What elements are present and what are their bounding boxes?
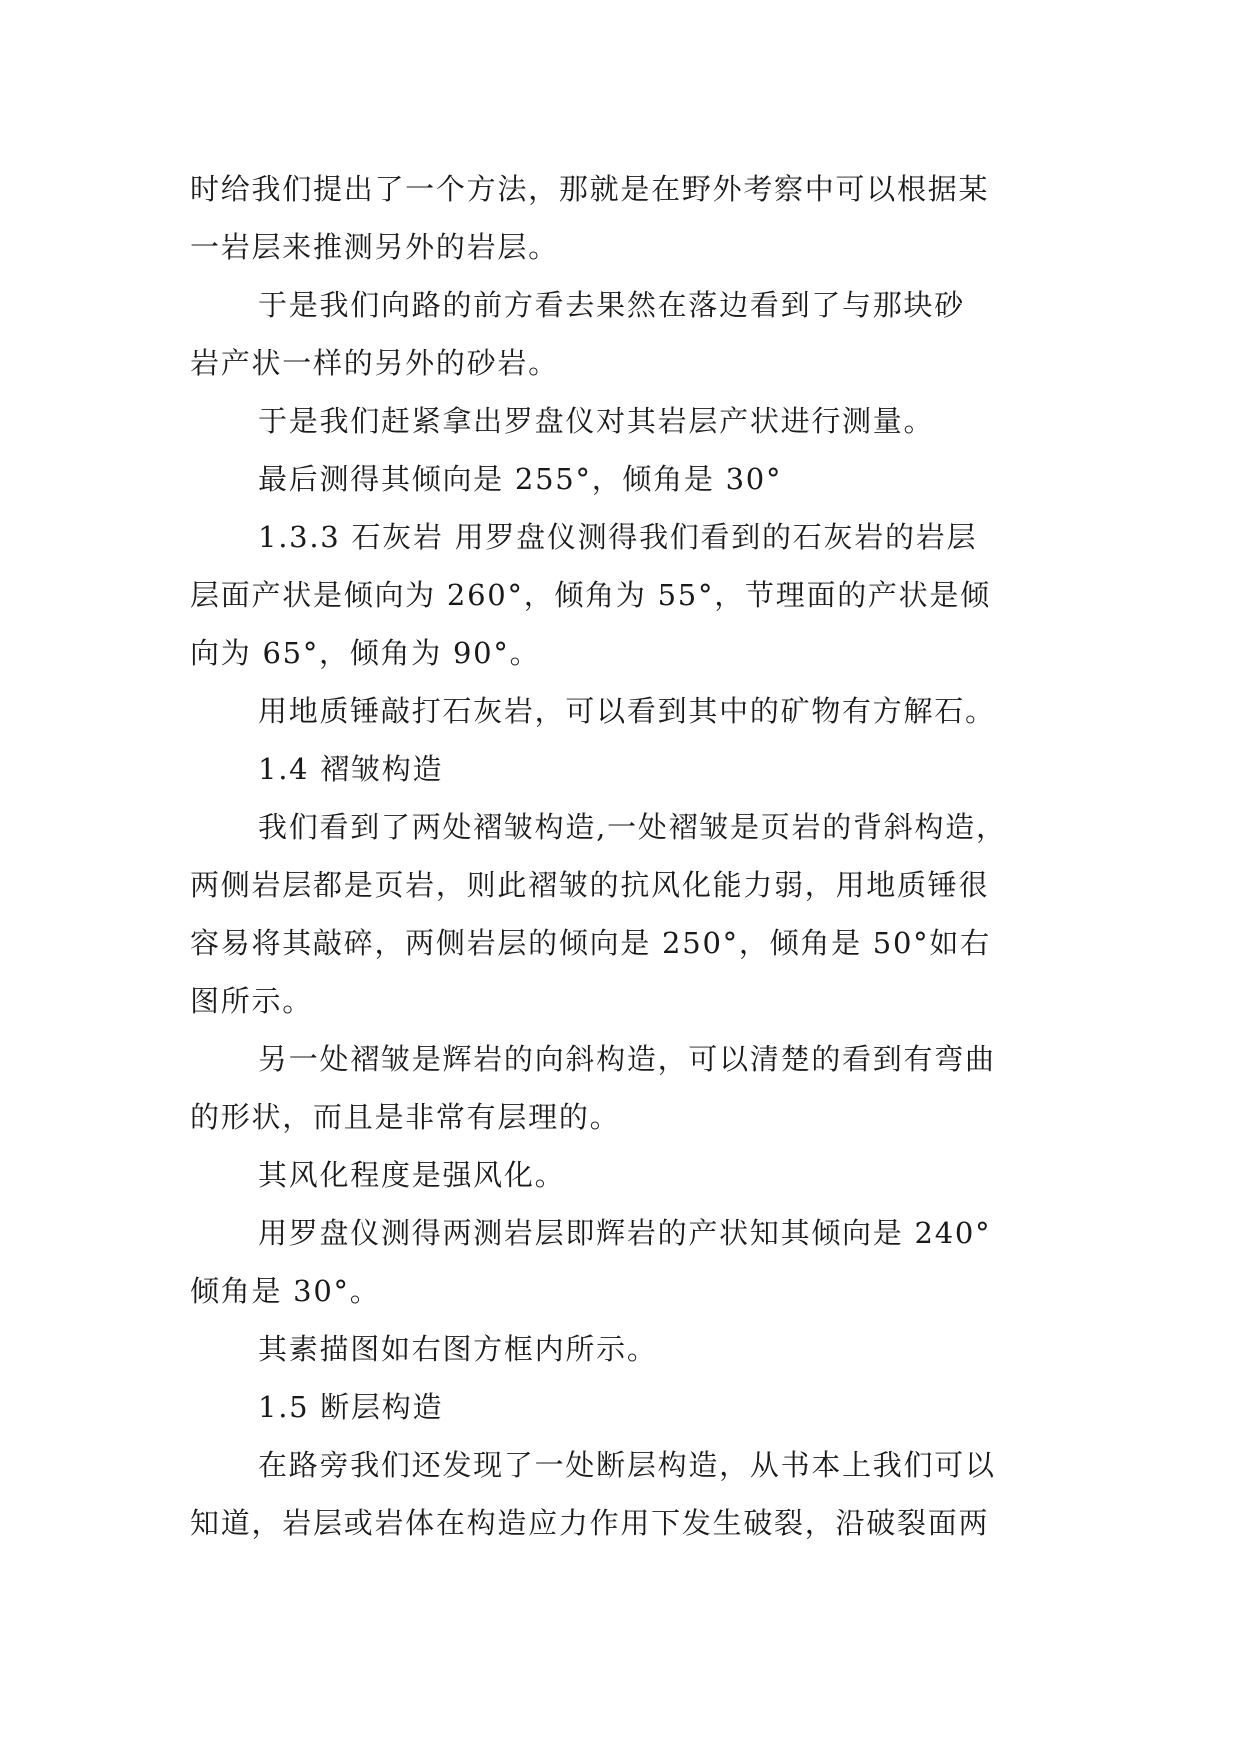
- text-line: 我们看到了两处褶皱构造,一处褶皱是页岩的背斜构造，: [258, 810, 1007, 844]
- text-line: 用罗盘仪测得两测岩层即辉岩的产状知其倾向是 240°: [258, 1216, 992, 1250]
- section-heading-1-5: 1.5 断层构造: [258, 1390, 444, 1424]
- text-line: 向为 65°，倾角为 90°。: [190, 636, 541, 670]
- text-line: 容易将其敲碎，两侧岩层的倾向是 250°，倾角是 50°如右: [190, 926, 991, 960]
- text-line: 岩产状一样的另外的砂岩。: [190, 346, 559, 380]
- text-line: 在路旁我们还发现了一处断层构造，从书本上我们可以: [258, 1448, 996, 1482]
- text-line: 图所示。: [190, 984, 313, 1018]
- text-line: 两侧岩层都是页岩，则此褶皱的抗风化能力弱，用地质锤很: [190, 868, 990, 902]
- text-line: 用地质锤敲打石灰岩，可以看到其中的矿物有方解石。: [258, 694, 996, 728]
- text-line: 于是我们赶紧拿出罗盘仪对其岩层产状进行测量。: [258, 404, 935, 438]
- text-line: 的形状，而且是非常有层理的。: [190, 1100, 621, 1134]
- text-line: 其风化程度是强风化。: [258, 1158, 566, 1192]
- text-line: 知道，岩层或岩体在构造应力作用下发生破裂，沿破裂面两: [190, 1506, 990, 1540]
- text-line: 一岩层来推测另外的岩层。: [190, 230, 559, 264]
- section-heading-1-4: 1.4 褶皱构造: [258, 752, 444, 786]
- section-heading-1-3-3: 1.3.3 石灰岩 用罗盘仪测得我们看到的石灰岩的岩层: [258, 520, 978, 554]
- text-line: 另一处褶皱是辉岩的向斜构造，可以清楚的看到有弯曲: [258, 1042, 996, 1076]
- body-text: [190, 160, 1070, 1552]
- text-line: 于是我们向路的前方看去果然在落边看到了与那块砂: [258, 288, 966, 322]
- text-line: 最后测得其倾向是 255°，倾角是 30°: [258, 462, 783, 496]
- text-line: 倾角是 30°。: [190, 1274, 381, 1308]
- text-line: 层面产状是倾向为 260°，倾角为 55°，节理面的产状是倾: [190, 578, 991, 612]
- text-line: 时给我们提出了一个方法，那就是在野外考察中可以根据某: [190, 172, 990, 206]
- text-line: 其素描图如右图方框内所示。: [258, 1332, 658, 1366]
